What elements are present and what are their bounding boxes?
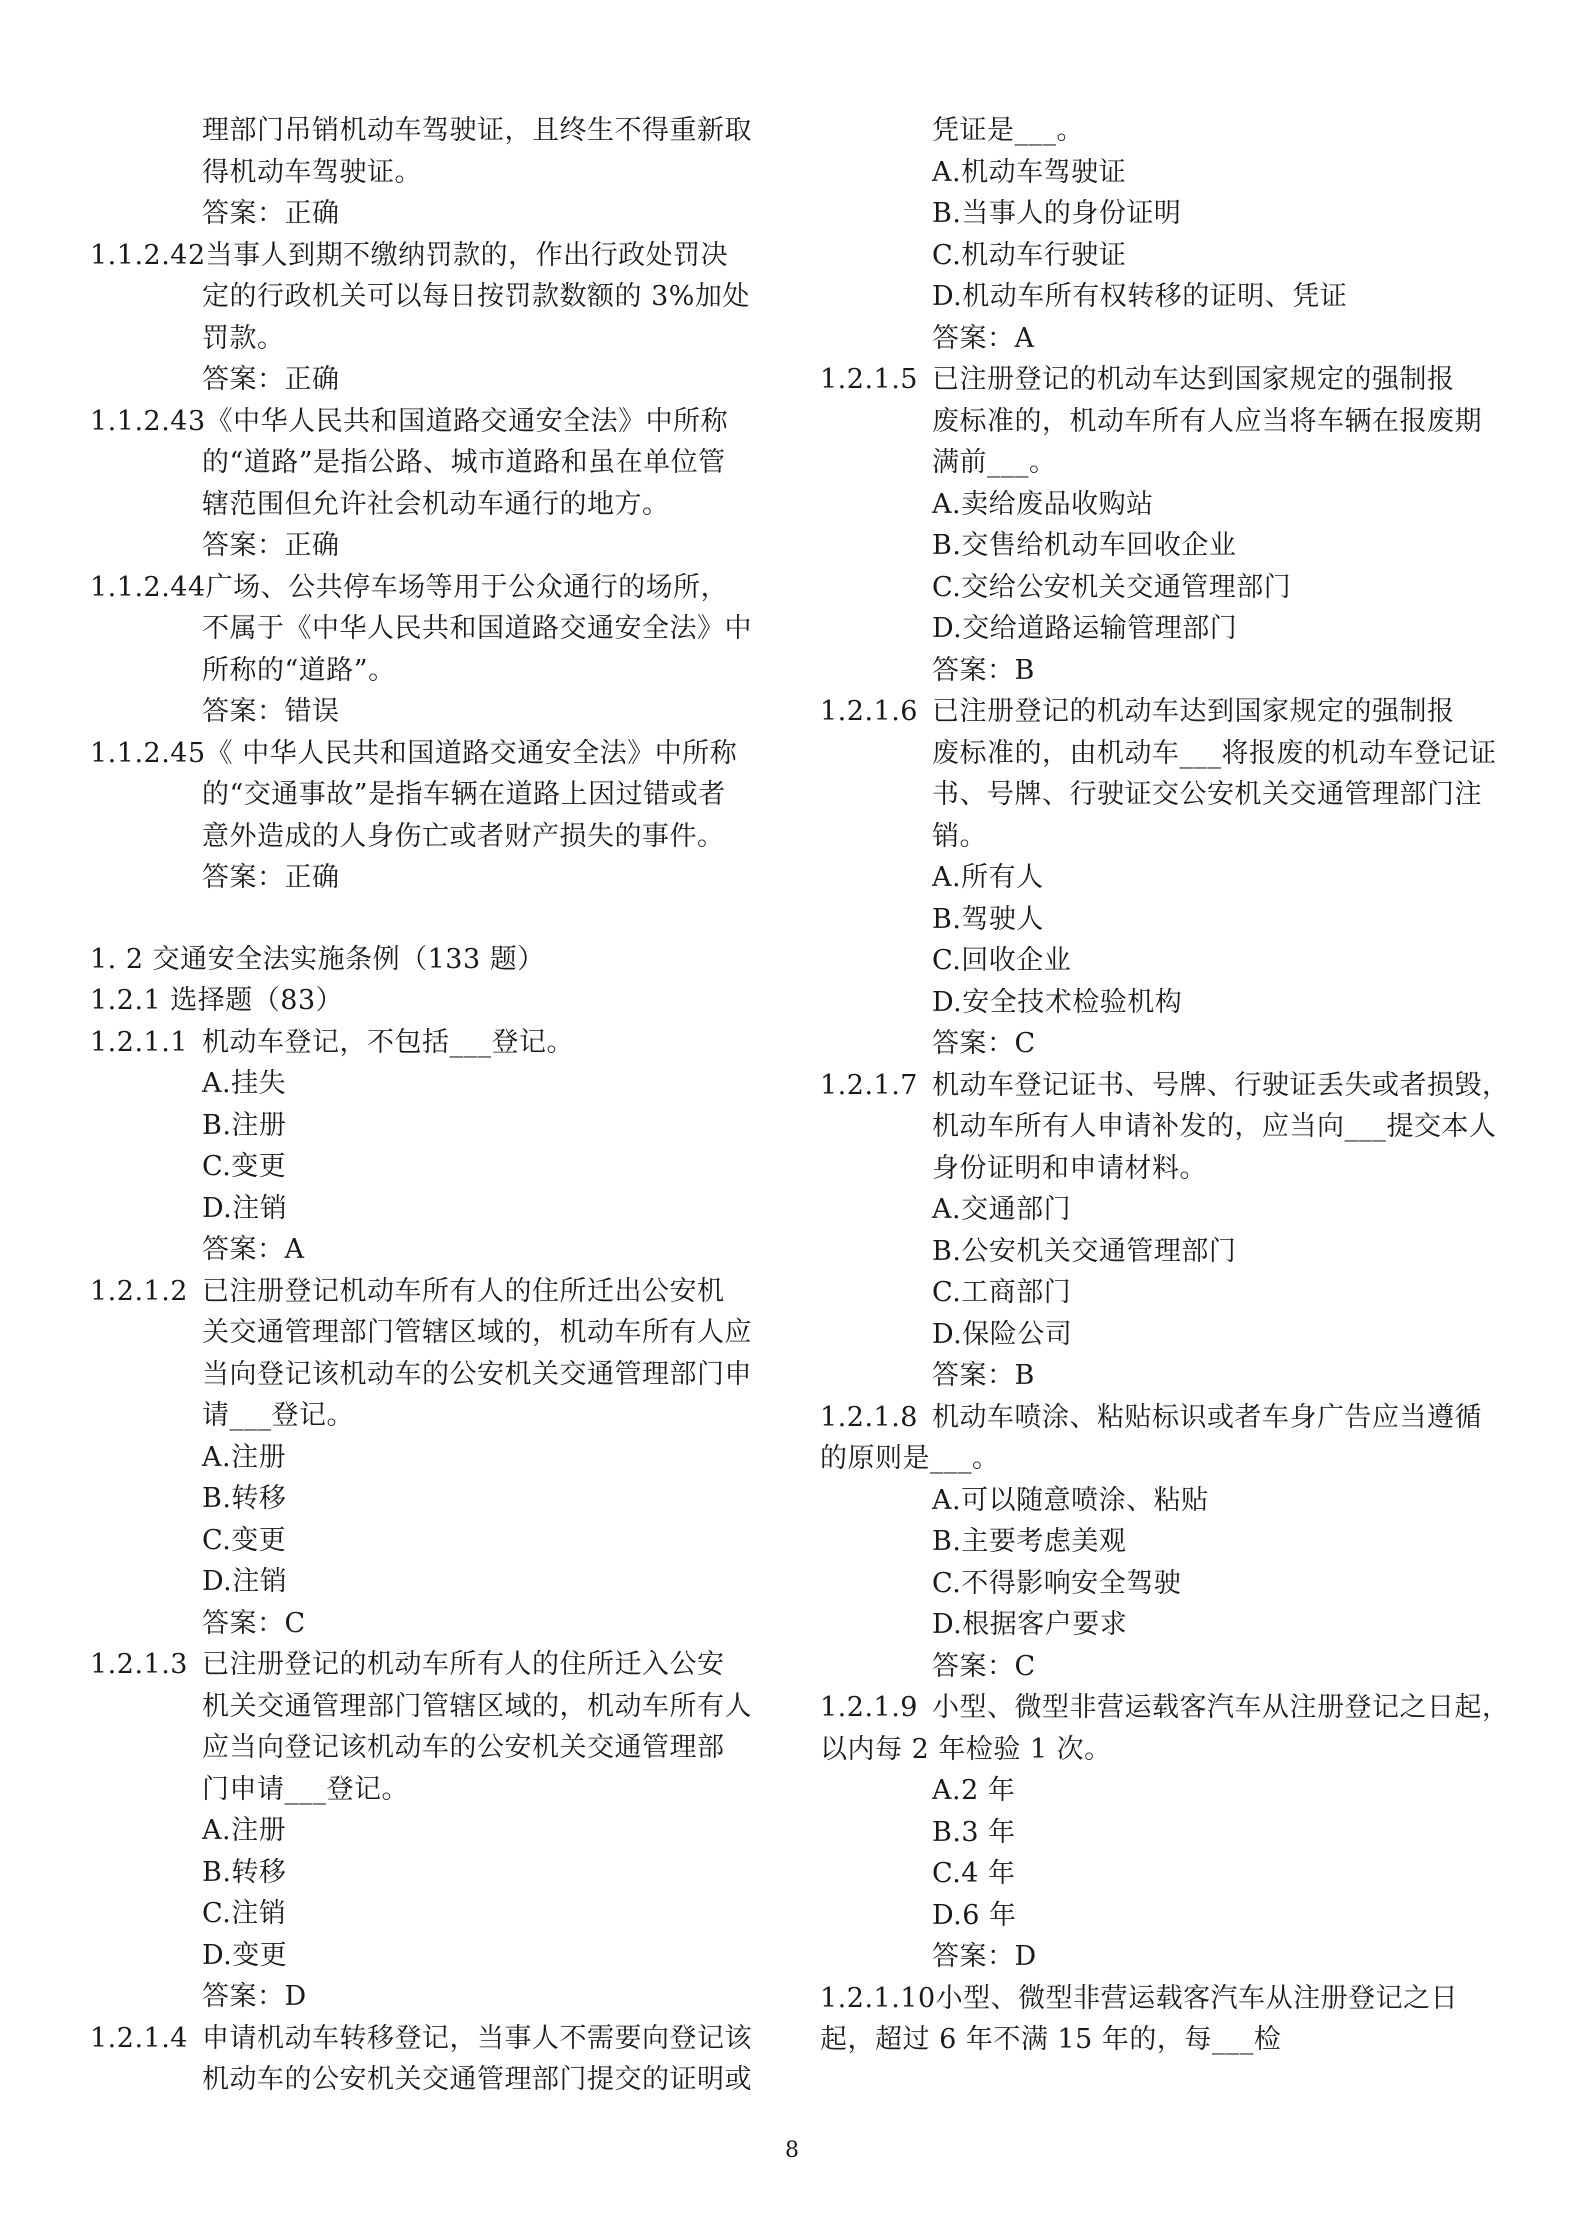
question-number: 1.2.1.9 (820, 1692, 918, 1723)
option-line: B.转移 (202, 1483, 287, 1514)
option-line: B.公安机关交通管理部门 (932, 1235, 1237, 1267)
section-heading: 1. 2 交通安全法实施条例（133 题） (90, 943, 545, 975)
question-text-continuation: 以内每 2 年检验 1 次。 (820, 1733, 1112, 1765)
question-line (820, 1397, 1500, 1439)
option-line: A.机动车驾驶证 (932, 156, 1127, 188)
question-text-continuation: 起，超过 6 年不满 15 年的，每___检 (820, 2024, 1282, 2055)
answer-line: 答案：B (932, 1360, 1035, 1391)
question-text: 已注册登记的机动车达到国家规定的强制报 (932, 364, 1455, 395)
option-line: B.转移 (202, 1856, 287, 1888)
question-text-continuation: 关交通管理部门管辖区域的，机动车所有人应 (202, 1317, 752, 1348)
option-line: B.注册 (202, 1109, 287, 1141)
question-number: 1.2.1.10 (820, 1982, 936, 2014)
question-text-continuation: 身份证明和申请材料。 (932, 1152, 1207, 1184)
question-text-continuation: 当向登记该机动车的公安机关交通管理部门申 (202, 1358, 752, 1390)
question-text-continuation: 机关交通管理部门管辖区域的，机动车所有人 (202, 1690, 752, 1722)
question-text-continuation: 得机动车驾驶证。 (202, 156, 422, 188)
question-text-continuation: 的原则是___。 (820, 1443, 1000, 1474)
question-text-continuation: 的“交通事故”是指车辆在道路上因过错或者 (202, 779, 726, 810)
question-text: 当事人到期不缴纳罚款的，作出行政处罚决 (205, 239, 729, 271)
question-text-continuation: 请___登记。 (202, 1400, 354, 1431)
option-line: A.注册 (202, 1815, 287, 1846)
option-line: D.安全技术检验机构 (932, 986, 1183, 1018)
question-line (90, 567, 770, 609)
option-line: A.挂失 (202, 1068, 287, 1099)
page-number: 8 (785, 2138, 799, 2163)
section-heading: 1.2.1 选择题（83） (90, 985, 344, 1016)
question-text-continuation: 书、号牌、行驶证交公安机关交通管理部门注 (932, 779, 1482, 810)
option-line: D.保险公司 (932, 1318, 1073, 1350)
option-line: C.交给公安机关交通管理部门 (932, 571, 1292, 603)
option-line: D.机动车所有权转移的证明、凭证 (932, 281, 1348, 312)
question-text-continuation: 所称的“道路”。 (202, 654, 396, 686)
option-line: C.变更 (202, 1524, 287, 1556)
left-column (90, 110, 770, 2101)
question-number: 1.2.1.1 (90, 1026, 188, 1058)
question-text: 广场、公共停车场等用于公众通行的场所， (205, 571, 729, 603)
option-line: B.3 年 (932, 1816, 1016, 1848)
question-number: 1.2.1.3 (90, 1649, 188, 1680)
question-text: 已注册登记机动车所有人的住所迁出公安机 (202, 1275, 725, 1307)
option-line: C.回收企业 (932, 945, 1072, 976)
question-number: 1.1.2.45 (90, 737, 206, 769)
question-line (90, 401, 770, 443)
question-text: 机动车登记证书、号牌、行驶证丢失或者损毁， (932, 1069, 1510, 1101)
question-text-continuation: 废标准的，机动车所有人应当将车辆在报废期 (932, 405, 1482, 437)
question-text-continuation: 的“道路”是指公路、城市道路和虽在单位管 (202, 447, 726, 478)
question-line (820, 1065, 1510, 1107)
question-line (820, 359, 1500, 401)
question-text-continuation: 辖范围但允许社会机动车通行的地方。 (202, 488, 670, 520)
question-text: 小型、微型非营运载客汽车从注册登记之日起， (932, 1692, 1510, 1723)
question-number: 1.2.1.4 (90, 2022, 188, 2054)
option-line: A.交通部门 (932, 1194, 1072, 1225)
question-line (820, 1687, 1510, 1729)
question-number: 1.2.1.8 (820, 1401, 918, 1433)
answer-line: 答案：正确 (202, 862, 340, 893)
question-text: 小型、微型非营运载客汽车从注册登记之日 (935, 1982, 1459, 2014)
answer-line: 答案：A (932, 322, 1035, 354)
option-line: A.可以随意喷涂、粘贴 (932, 1484, 1209, 1516)
option-line: D.交给道路运输管理部门 (932, 613, 1238, 644)
option-line: D.根据客户要求 (932, 1609, 1128, 1640)
question-text: 申请机动车转移登记，当事人不需要向登记该 (202, 2022, 752, 2054)
question-line (90, 235, 770, 277)
option-line: B.主要考虑美观 (932, 1526, 1127, 1557)
answer-line: 答案：错误 (202, 696, 340, 727)
option-line: B.当事人的身份证明 (932, 198, 1182, 229)
option-line: C.4 年 (932, 1858, 1016, 1889)
answer-line: 答案：D (932, 1941, 1037, 1972)
answer-line: 答案：正确 (202, 530, 340, 561)
answer-line: 答案：D (202, 1981, 307, 2012)
option-line: A.注册 (202, 1441, 287, 1473)
question-text-continuation: 满前___。 (932, 447, 1057, 478)
question-text-continuation: 门申请___登记。 (202, 1773, 409, 1805)
question-number: 1.2.1.6 (820, 696, 918, 727)
section-spacer (90, 899, 770, 939)
question-text-continuation: 机动车所有人申请补发的，应当向___提交本人 (932, 1111, 1497, 1142)
question-line (90, 2018, 770, 2060)
question-text: 《中华人民共和国道路交通安全法》中所称 (205, 405, 729, 437)
question-number: 1.1.2.44 (90, 571, 206, 603)
option-line: D.注销 (202, 1192, 288, 1224)
answer-line: 答案：C (932, 1028, 1036, 1059)
question-text-continuation: 废标准的，由机动车___将报废的机动车登记证 (932, 737, 1497, 769)
question-line (90, 733, 770, 775)
question-text-continuation: 不属于《中华人民共和国道路交通安全法》中 (202, 613, 752, 644)
question-line (90, 1644, 770, 1686)
question-number: 1.2.1.5 (820, 364, 918, 395)
question-text-continuation: 机动车的公安机关交通管理部门提交的证明或 (202, 2064, 752, 2095)
answer-line: 答案：正确 (202, 364, 340, 395)
option-line: B.驾驶人 (932, 903, 1044, 935)
question-text-continuation: 意外造成的人身伤亡或者财产损失的事件。 (202, 820, 725, 852)
option-line: A.卖给废品收购站 (932, 488, 1154, 520)
question-text-continuation: 理部门吊销机动车驾驶证，且终生不得重新取 (202, 115, 752, 146)
answer-line: 答案：C (202, 1607, 306, 1639)
question-number: 1.2.1.2 (90, 1275, 188, 1307)
question-text: 机动车登记，不包括___登记。 (202, 1026, 574, 1058)
question-line (90, 1271, 770, 1313)
option-line: C.机动车行驶证 (932, 239, 1127, 271)
question-text-continuation: 定的行政机关可以每日按罚款数额的 3%加处 (202, 281, 750, 312)
option-line: A.所有人 (932, 862, 1044, 893)
question-number: 1.1.2.42 (90, 239, 206, 271)
question-text-continuation: 罚款。 (202, 322, 285, 354)
option-line: C.不得影响安全驾驶 (932, 1567, 1182, 1599)
option-line: D.6 年 (932, 1899, 1017, 1931)
question-text-continuation: 应当向登记该机动车的公安机关交通管理部 (202, 1732, 725, 1763)
option-line: D.注销 (202, 1566, 288, 1597)
question-text: 已注册登记的机动车所有人的住所迁入公安 (202, 1649, 725, 1680)
question-number: 1.2.1.7 (820, 1069, 918, 1101)
option-line: A.2 年 (932, 1775, 1016, 1806)
answer-line: 答案：正确 (202, 198, 340, 229)
question-line (820, 691, 1500, 733)
answer-line: 答案：B (932, 654, 1035, 686)
answer-line: 答案：A (202, 1234, 305, 1265)
option-line: C.工商部门 (932, 1277, 1072, 1308)
answer-line: 答案：C (932, 1650, 1036, 1682)
question-text-continuation: 销。 (932, 820, 987, 852)
question-text: 已注册登记的机动车达到国家规定的强制报 (932, 696, 1455, 727)
right-column (820, 110, 1510, 2061)
question-text: 《 中华人民共和国道路交通安全法》中所称 (205, 737, 738, 769)
question-text-continuation: 凭证是___。 (932, 115, 1084, 146)
question-line (90, 1022, 770, 1064)
question-number: 1.1.2.43 (90, 405, 206, 437)
option-line: D.变更 (202, 1939, 288, 1971)
question-line (820, 1978, 1500, 2020)
option-line: C.注销 (202, 1898, 287, 1929)
option-line: C.变更 (202, 1151, 287, 1182)
question-text: 机动车喷涂、粘贴标识或者车身广告应当遵循 (932, 1401, 1482, 1433)
option-line: B.交售给机动车回收企业 (932, 530, 1237, 561)
